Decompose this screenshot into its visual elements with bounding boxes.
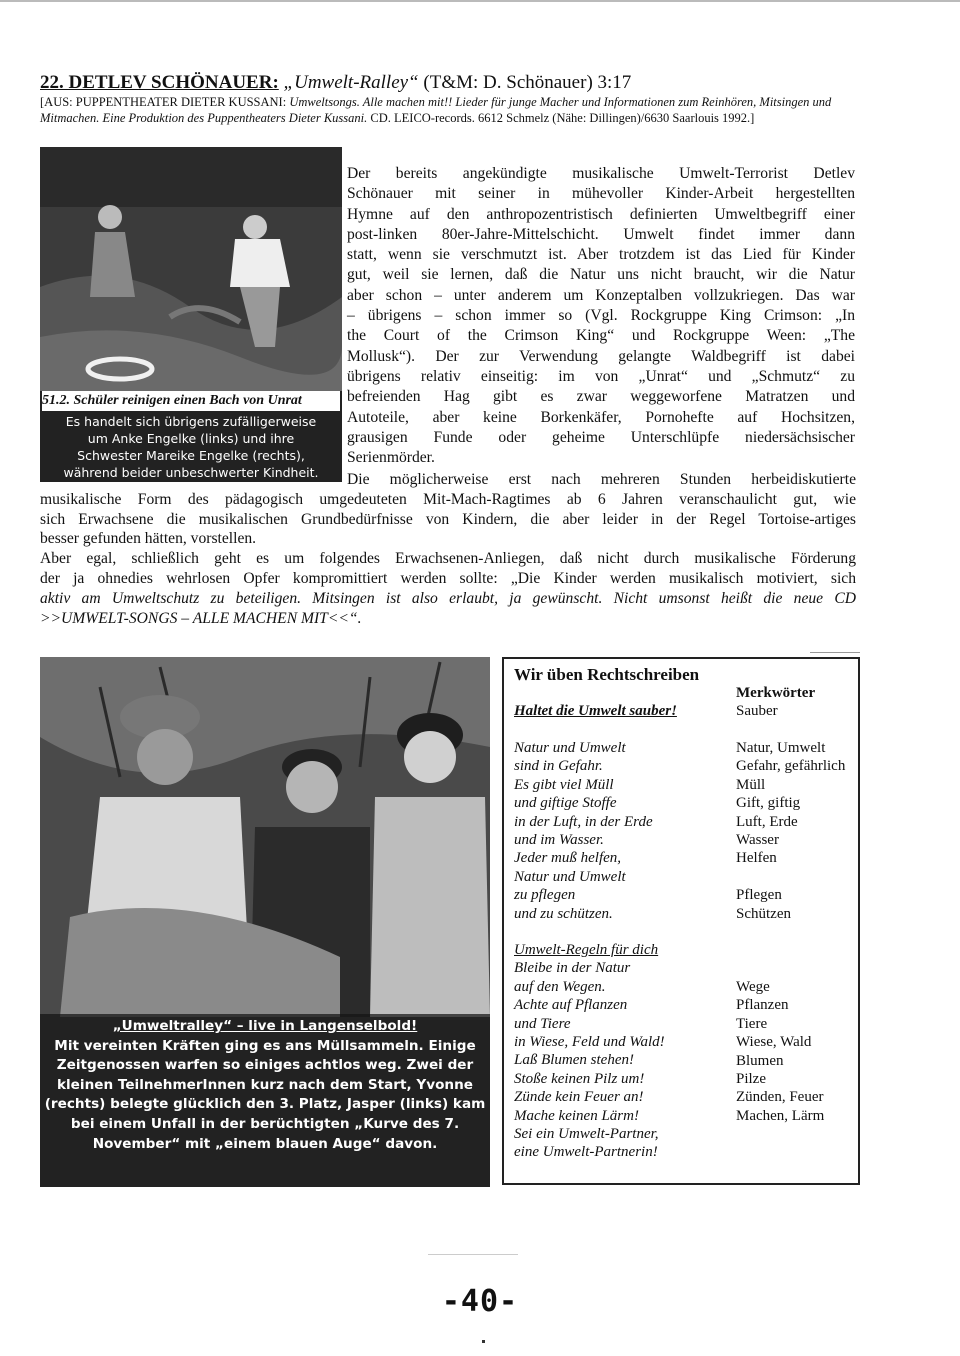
caption-line: Es handelt sich übrigens zufälligerweise [65, 414, 317, 429]
photo2-caption [40, 1014, 490, 1187]
poem-line: und zu schützen. [514, 905, 613, 922]
decorative-line [810, 652, 860, 653]
merkwort: Machen, Lärm [736, 1107, 825, 1124]
caption-line: während beider unbeschwerter Kindheit. [63, 465, 319, 480]
text-line: sich Erwachsene die musikalischen Grundbedürfnisse von Kindern, die aber leider in der Regel Tortoise-artiges [40, 510, 856, 528]
merkwoerter-heading: Merkwörter [736, 685, 816, 701]
subtitle-word: Sauber [736, 703, 778, 719]
merkwort: Helfen [736, 850, 777, 867]
words-two [736, 978, 824, 1125]
caption-line: November“ mit „einem blauen Auge“ davon. [92, 1135, 438, 1152]
poem-line: zu pflegen [514, 887, 576, 904]
article-number: 22. DETLEV SCHÖNAUER: [40, 72, 279, 93]
text-line: the Court of the Crimson King“ und Rockgruppe Ween: „The [347, 327, 855, 345]
text-line: – übrigens – schon immer so (Vgl. Rockgruppe King Crimson: „In [347, 307, 855, 325]
text-line: Mollusk“). Der zur Verwendung gelangte Waldbegriff ist dabei [347, 347, 855, 365]
merkwort: Schützen [736, 905, 791, 922]
song-title: „Umwelt-Ralley“ [283, 72, 419, 93]
merkwort: Pflegen [736, 887, 782, 904]
photo-image [40, 147, 342, 391]
caption-line: bei einem Unfall in der berüchtigten „Kurve des 7. [70, 1115, 460, 1132]
words-one [736, 739, 845, 923]
text-line: Der bereits angekündigte musikalische Umwelt-Terrorist Detlev [347, 165, 855, 182]
poem-line: Laß Blumen stehen! [514, 1052, 634, 1069]
text-line: >>UMWELT-SONGS – ALLE MACHEN MIT<<“. [40, 609, 362, 627]
song-credits: (T&M: D. Schönauer) 3:17 [423, 72, 632, 93]
top-border [0, 0, 960, 2]
poem-line: und im Wasser. [514, 832, 604, 849]
source-reference [40, 94, 860, 126]
merkwort: Müll [736, 776, 766, 793]
merkwort: Wege [736, 979, 770, 995]
poem-two [514, 941, 665, 1162]
poem-line: eine Umwelt-Partnerin! [514, 1144, 658, 1161]
merkwort: Pilze [736, 1071, 766, 1088]
poem-line: Natur und Umwelt [514, 740, 626, 756]
merkwort: Gefahr, gefährlich [736, 758, 846, 775]
poem-line: Bleibe in der Natur [514, 960, 631, 977]
poem-line: und giftige Stoffe [514, 795, 617, 812]
text-line: Schönauer mit seiner in mühevoller Kinder-Arbeit hergestellten [347, 185, 855, 203]
poem-line: auf den Wegen. [514, 978, 606, 995]
poem-line: sind in Gefahr. [514, 758, 603, 775]
poem-line: Natur und Umwelt [514, 868, 626, 885]
caption-line: Mit vereinten Kräften ging es ans Müllsammeln. Einige [54, 1037, 476, 1054]
poem-line: in der Luft, in der Erde [514, 813, 653, 830]
poem-line: Achte auf Pflanzen [514, 997, 628, 1014]
poem-line: in Wiese, Feld und Wald! [514, 1034, 665, 1051]
poem-line: Es gibt viel Müll [514, 776, 614, 793]
photo-stream-cleaning [40, 147, 342, 482]
merkwort: Natur, Umwelt [736, 740, 826, 756]
text-line: Hymne auf den anthropozentristisch definierten Umweltbegriff einer [347, 205, 855, 223]
text-line: besser gefunden hätten, vorstellen. [40, 530, 257, 548]
article-title [40, 72, 631, 94]
page-number: -40- [441, 1284, 519, 1319]
poem-two-title: Umwelt-Regeln für dich [514, 942, 659, 958]
text-line: Serienmörder. [347, 449, 435, 467]
poem-one [514, 739, 653, 923]
source-suffix: CD. LEICO-records. 6612 Schmelz (Nähe: Dillingen)/6630 Saarlouis 1992.] [367, 111, 755, 125]
box-subtitle: Haltet die Umwelt sauber! [514, 703, 677, 719]
text-line: aber schon – unter anderem um Konzeptalben vollzukriegen. Das war [347, 286, 855, 304]
poem-line: Sei ein Umwelt-Partner, [514, 1126, 659, 1143]
merkwort: Wiese, Wald [736, 1034, 812, 1051]
decorative-line [428, 1254, 518, 1255]
text-line: Aber egal, schließlich geht es um folgendes Erwachsenen-Anliegen, daß nicht durch musikalische Förderung [40, 550, 856, 568]
text-line: grausigen Funde oder geheime Unterschlüpfe niedersächsischer [347, 428, 855, 446]
photo1-caption-title: 51.2. Schüler reinigen einen Bach von Unrat [42, 391, 340, 411]
caption-line: (rechts) belegte glücklich den 3. Platz, Jasper (links) kam [44, 1096, 486, 1113]
text-line: aktiv am Umweltschutz zu beteiligen. Mitsingen ist also erlaubt, ja gewünscht. Nicht umsonst heißt die neue CD [40, 589, 856, 607]
photo-umweltralley [40, 657, 490, 1187]
poem-line: Stoße keinen Pilz um! [514, 1070, 645, 1087]
spelling-exercise-box [502, 657, 860, 1185]
body-text-full [40, 470, 856, 628]
text-line: musikalische Form des pädagogisch umgedeuteten Mit-Mach-Ragtimes ab 6 Jahren veranschaulicht gut, wie [40, 490, 856, 508]
source-prefix: [AUS: PUPPENTHEATER DIETER KUSSANI: [40, 95, 290, 109]
decorative-dot [482, 1340, 485, 1343]
body-text-column [347, 164, 855, 468]
merkwort: Pflanzen [736, 997, 789, 1014]
caption-line: Schwester Mareike Engelke (rechts), [77, 448, 305, 463]
box-title: Wir üben Rechtschreiben [514, 665, 700, 684]
poem-line: Mache keinen Lärm! [514, 1107, 639, 1124]
merkwort: Tiere [736, 1015, 768, 1032]
text-line: gut, weil sie lernen, daß die Natur uns nicht braucht, wir die Natur [347, 266, 855, 284]
text-line: Die möglicherweise erst nach mehreren Stunden herbeidiskutierte [347, 471, 856, 488]
photo2-caption-title: „Umweltralley“ – live in Langenselbold! [112, 1018, 418, 1034]
merkwort: Blumen [736, 1052, 784, 1069]
merkwort [736, 868, 845, 886]
caption-line: um Anke Engelke (links) und ihre [87, 431, 295, 446]
poem-line: Zünde kein Feuer an! [514, 1089, 644, 1106]
text-line: Autoteile, aber keine Borkenkäfer, Pornohefte auf Hochsitzen, [347, 408, 855, 426]
text-line: befreienden Hag gibt es zwar weggeworfene Matratzen und [347, 388, 855, 406]
merkwort: Luft, Erde [736, 813, 798, 830]
merkwort: Zünden, Feuer [736, 1089, 824, 1106]
caption-line: Zeitgenossen warfen so einiges achtlos weg. Zwei der [56, 1057, 474, 1074]
merkwort: Wasser [736, 832, 779, 849]
poem-line: Jeder muß helfen, [514, 850, 622, 867]
text-line: übrigens relativ einseitig: im von „Unrat“ und „Schmutz“ zu [347, 367, 855, 385]
text-line: post-linken 80er-Jahre-Mittelschicht. Umwelt findet immer dann [347, 225, 855, 243]
merkwort: Gift, giftig [736, 795, 801, 812]
text-line: statt, wenn sie verschmutzt ist. Aber trotzdem ist das Lied für Kinder [347, 246, 855, 264]
poem-line: und Tiere [514, 1015, 571, 1032]
text-line: der ja ohnedies wehrlosen Opfer kompromittiert werden sollte: „Die Kinder werden musikalisch motiviert, sich [40, 569, 856, 587]
source-title: Umweltsongs. Alle machen mit!! Lieder für junge Macher und Informationen zum Reinhören, Mitsingen und Mitmachen. Eine Produktion des Puppentheaters Dieter Kussani. [40, 95, 832, 125]
caption-line: kleinen TeilnehmerInnen kurz nach dem Start, Yvonne [56, 1076, 473, 1093]
